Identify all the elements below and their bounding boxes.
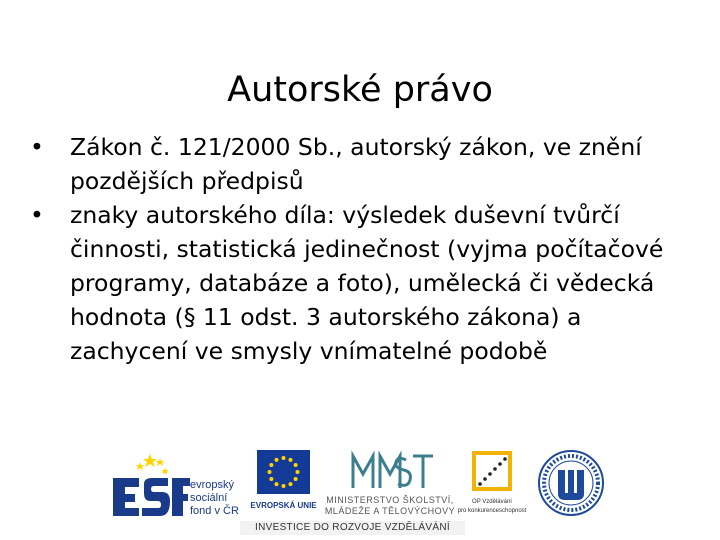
msmt-logo-line2: MLÁDEŽE A TĚLOVÝCHOVY <box>324 506 456 516</box>
eu-star-icon <box>294 463 298 467</box>
slide-title: Autorské právo <box>227 70 493 111</box>
funding-logos-strip <box>0 448 720 540</box>
op-logo-line2: pro konkurenceschopnost <box>457 508 527 514</box>
msmt-logo-line1: MINISTERSTVO ŠKOLSTVÍ, <box>326 495 454 505</box>
eu-star-icon <box>275 482 279 486</box>
bullet-list <box>30 130 700 368</box>
bullet-marker: • <box>30 201 44 229</box>
eu-star-icon <box>294 477 298 481</box>
eu-star-icon <box>282 456 286 460</box>
masaryk-university-seal <box>536 448 606 518</box>
op-vk-logo <box>452 448 532 518</box>
eu-logo-label: EVROPSKÁ UNIE <box>250 501 317 510</box>
op-logo-line1: OP Vzdělávání <box>472 499 512 505</box>
eu-star-icon <box>282 484 286 488</box>
investment-slogan: INVESTICE DO ROZVOJE VZDĚLÁVÁNÍ <box>240 521 465 535</box>
eu-star-icon <box>296 470 300 474</box>
bullet-text: znaky autorského díla: výsledek duševní tvůrčí činnosti, statistická jedinečnost (vyjma počítačové programy, databáze a foto), umělecká či vědecká hodnota (§ 11 odst. 3 autorského zákona) a zachycení ve smysly vnímatelné podobě <box>70 201 664 365</box>
eu-star-icon <box>289 458 293 462</box>
eu-star-icon <box>289 482 293 486</box>
bullet-item <box>30 198 700 368</box>
eu-flag-logo <box>250 448 317 518</box>
eu-star-icon <box>269 463 273 467</box>
esf-logo <box>110 448 245 518</box>
eu-star-icon <box>275 458 279 462</box>
esf-logo-line3: fond v ČR <box>190 505 239 517</box>
eu-star-icon <box>268 470 272 474</box>
bullet-text: Zákon č. 121/2000 Sb., autorský zákon, ve znění pozdějších předpisů <box>70 133 642 195</box>
esf-logo-line1: evropský <box>190 479 235 491</box>
bullet-marker: • <box>30 133 44 161</box>
esf-logo-line2: sociální <box>190 492 228 504</box>
msmt-logo <box>318 448 463 518</box>
eu-star-icon <box>269 477 273 481</box>
bullet-item <box>30 130 700 198</box>
